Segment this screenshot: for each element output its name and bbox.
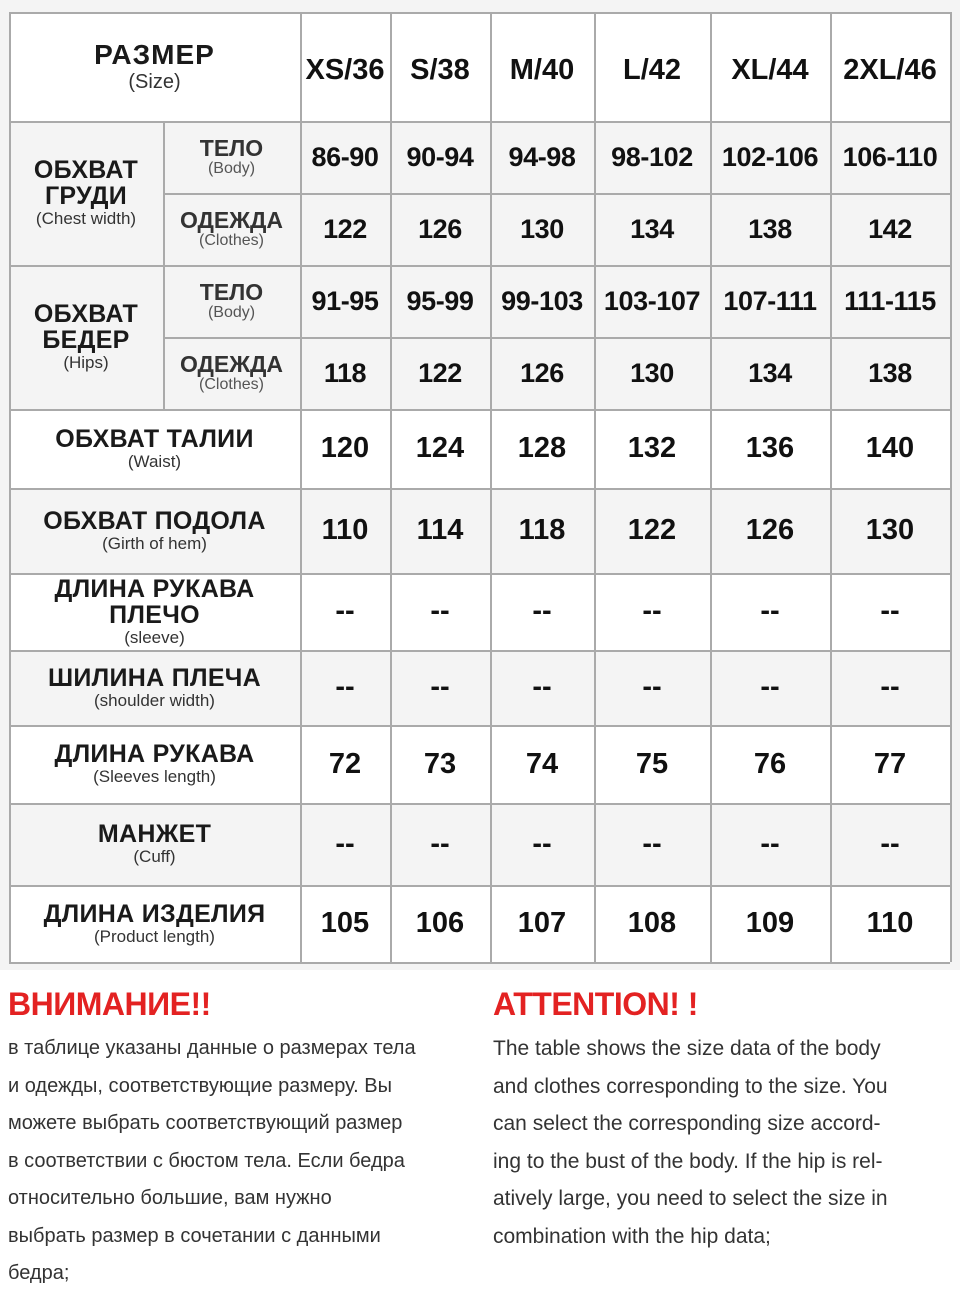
cell-value: 72 [328,747,362,780]
cell-value: 91-95 [311,285,379,316]
cell-value: 75 [635,747,669,780]
cell-value: 122 [418,357,462,388]
table-cell [594,573,710,650]
cell-value: -- [430,595,450,627]
table-cell [390,337,490,409]
group-sub-label: (Hips) [63,353,109,372]
size-column-label: L/42 [622,54,682,86]
grid-line [950,12,952,962]
cell-value: 124 [415,432,465,464]
cell-value: 142 [868,213,912,244]
row-label-cell [9,409,300,488]
table-cell [390,803,490,885]
cell-value: 120 [320,432,370,464]
cell-value: 108 [627,907,677,939]
cell-value: 105 [320,907,370,939]
table-cell [594,803,710,885]
table-cell [390,265,490,337]
notice-ru-line: в таблице указаны данные о размерах тела [8,1037,416,1059]
cell-value: 110 [321,514,369,546]
cell-value: 138 [748,213,792,244]
row-label-cell [9,650,300,725]
grid-line [594,12,596,962]
cell-value: 107 [517,907,567,939]
cell-value: 94-98 [508,141,576,172]
size-column-header [710,12,830,121]
row-label: ОБХВАТ ПОДОЛА [43,506,266,535]
grid-line [9,803,950,805]
grid-line [9,12,11,962]
size-column-label: XS/36 [305,54,385,86]
cell-value: 111-115 [844,285,936,316]
sub-row-label: ТЕЛО [199,279,264,305]
cell-value: 130 [865,514,915,546]
cell-value: -- [880,595,900,627]
sub-row-label-cell [163,337,300,409]
table-cell [390,573,490,650]
row-label: ШИЛИНА ПЛЕЧА [47,663,262,692]
sub-row-sub-label: (Body) [207,304,256,321]
grid-line [9,885,950,887]
cell-value: 95-99 [406,285,474,316]
notice-en-line: The table shows the size data of the body [493,1037,881,1060]
table-cell [594,337,710,409]
notice-ru-line: относительно большие, вам нужно [8,1187,332,1209]
notice-en-line: atively large, you need to select the size in [493,1187,888,1210]
grid-line [9,488,950,490]
table-cell [490,725,594,803]
cell-value: 106-110 [842,141,938,172]
row-label-cell [9,488,300,573]
table-cell [300,409,390,488]
table-cell [830,725,950,803]
grid-line [9,409,950,411]
cell-value: 130 [520,213,564,244]
cell-value: 90-94 [406,141,474,172]
cell-value: -- [642,827,662,860]
row-sub-label: (Girth of hem) [102,533,207,553]
table-cell [300,573,390,650]
table-cell [710,265,830,337]
table-cell [300,121,390,193]
row-label: ОБХВАТ ТАЛИИ [55,424,254,453]
table-cell [594,488,710,573]
table-cell [490,265,594,337]
size-column-header [300,12,390,121]
size-header-cell [9,12,300,121]
table-cell [710,193,830,265]
sub-row-sub-label: (Body) [207,160,256,177]
grid-line [710,12,712,962]
group-label: ОБХВАТ ГРУДИ [33,156,139,210]
sub-row-label-cell [163,193,300,265]
size-column-header [490,12,594,121]
row-sub-label: (Cuff) [133,847,176,866]
table-cell [710,650,830,725]
cell-value: 86-90 [311,141,379,172]
row-label-cell [9,573,300,650]
row-sub-label: (Product length) [94,926,215,946]
cell-value: 102-106 [721,141,819,172]
table-cell [490,193,594,265]
sub-row-label-cell [163,121,300,193]
table-cell [830,409,950,488]
cell-value: 126 [520,357,564,388]
table-cell [710,337,830,409]
notice-ru-line: бедра; [8,1262,70,1284]
table-cell [490,885,594,962]
group-label-cell [9,265,163,409]
grid-line [300,12,302,962]
grid-line [9,265,950,267]
notice-ru-line: и одежды, соответствующие размеру. Вы [8,1074,392,1097]
notice-ru [8,984,478,1293]
table-cell [830,121,950,193]
notice-section [0,970,960,1284]
cell-value: -- [760,827,780,860]
cell-value: 110 [866,907,914,939]
table-cell [710,488,830,573]
row-label: ДЛИНА ИЗДЕЛИЯ [43,899,266,928]
group-label-cell [9,121,163,265]
sub-row-label-cell [163,265,300,337]
cell-value: 122 [627,514,677,546]
cell-value: -- [532,671,552,703]
sub-row-label: ТЕЛО [199,135,264,161]
table-cell [390,409,490,488]
table-cell [300,265,390,337]
size-header-sub: (Size) [128,70,181,93]
table-cell [594,265,710,337]
cell-value: 126 [418,213,462,244]
table-cell [300,725,390,803]
table-cell [710,121,830,193]
table-cell [594,650,710,725]
size-column-label: S/38 [410,54,470,86]
table-cell [390,193,490,265]
table-cell [830,650,950,725]
table-cell [710,573,830,650]
cell-value: 128 [517,432,567,464]
cell-value: -- [642,671,662,703]
cell-value: -- [760,671,780,703]
table-cell [594,725,710,803]
grid-line [9,725,950,727]
cell-value: 76 [753,747,787,780]
table-cell [830,573,950,650]
cell-value: 132 [627,432,677,464]
grid-line [9,12,950,14]
row-sub-label: (Sleeves length) [93,767,216,786]
row-label: ДЛИНА РУКАВА ПЛЕЧО [54,574,255,629]
cell-value: -- [880,827,900,860]
cell-value: -- [532,827,552,860]
row-label: ДЛИНА РУКАВА [54,740,255,768]
grid-line [9,121,950,123]
row-label: МАНЖЕТ [97,820,212,848]
table-cell [830,265,950,337]
table-cell [710,803,830,885]
table-cell [390,725,490,803]
cell-value: -- [642,595,662,627]
cell-value: 99-103 [501,285,583,316]
cell-value: 118 [323,357,367,388]
table-cell [710,885,830,962]
notice-en-line: combination with the hip data; [493,1224,771,1248]
cell-value: 138 [868,357,912,388]
cell-value: -- [430,827,450,860]
cell-value: 74 [525,747,559,780]
table-cell [490,573,594,650]
table-cell [710,409,830,488]
cell-value: 122 [323,213,367,244]
size-column-header [390,12,490,121]
cell-value: 130 [630,357,674,388]
grid-line [830,12,832,962]
table-cell [830,193,950,265]
cell-value: -- [880,671,900,703]
sub-row-label: ОДЕЖДА [179,351,284,377]
cell-value: 77 [873,747,907,780]
size-column-label: 2XL/46 [843,54,937,86]
size-column-header [594,12,710,121]
cell-value: 114 [416,514,464,546]
table-cell [830,885,950,962]
table-cell [300,650,390,725]
table-cell [490,121,594,193]
cell-value: 107-111 [723,285,817,316]
notice-en-line: ing to the bust of the body. If the hip is rel- [493,1149,883,1173]
grid-line [9,962,950,964]
row-sub-label: (sleeve) [124,627,185,647]
notice-ru-line: можете выбрать соответствующий размер [8,1112,403,1134]
grid-line [490,12,492,962]
cell-value: 126 [745,514,795,546]
notice-ru-title: ВНИМАНИЕ!! [8,986,211,1022]
group-sub-label: (Chest width) [35,209,137,228]
notice-ru-line: в соответствии с бюстом тела. Если бедра [8,1149,405,1172]
size-column-label: XL/44 [731,54,809,86]
table-cell [490,488,594,573]
table-cell [300,885,390,962]
table-cell [390,121,490,193]
sub-row-sub-label: (Clothes) [199,232,264,249]
cell-value: 109 [745,907,795,939]
grid-line [9,573,950,575]
row-sub-label: (shoulder width) [94,690,215,710]
notice-en-line: can select the corresponding size accord- [493,1112,881,1135]
sub-row-label: ОДЕЖДА [179,207,284,233]
table-cell [710,725,830,803]
notice-ru-text [8,1030,478,1293]
cell-value: 134 [748,357,792,388]
size-header-title: РАЗМЕР [94,38,215,70]
size-column-label: M/40 [509,54,575,86]
group-label: ОБХВАТ БЕДЕР [33,300,139,354]
cell-value: 136 [745,432,795,464]
table-cell [594,885,710,962]
table-cell [830,337,950,409]
sub-row-sub-label: (Clothes) [199,376,264,393]
notice-en-line: and clothes corresponding to the size. You [493,1074,888,1098]
table-cell [300,803,390,885]
table-cell [300,337,390,409]
cell-value: 140 [865,432,915,464]
table-cell [300,488,390,573]
cell-value: -- [335,671,355,703]
row-label-cell [9,725,300,803]
table-cell [594,409,710,488]
cell-value: 134 [630,213,674,244]
notice-en [493,984,955,1255]
table-cell [300,193,390,265]
cell-value: 98-102 [611,141,693,172]
cell-value: 106 [415,907,465,939]
row-sub-label: (Waist) [127,451,182,471]
cell-value: -- [335,595,355,627]
table-cell [490,650,594,725]
table-cell [594,121,710,193]
table-cell [490,409,594,488]
table-cell [390,650,490,725]
notice-en-title: ATTENTION! ! [493,986,698,1022]
notice-en-text [493,1030,955,1255]
table-cell [830,803,950,885]
row-label-cell [9,803,300,885]
table-cell [490,803,594,885]
notice-ru-line: выбрать размер в сочетании с данными [8,1224,381,1247]
table-cell [830,488,950,573]
cell-value: 73 [423,747,457,780]
size-column-header [830,12,950,121]
grid-line [163,121,165,409]
cell-value: 118 [518,514,566,546]
row-label-cell [9,885,300,962]
cell-value: -- [760,595,780,627]
cell-value: -- [430,671,450,703]
table-cell [390,885,490,962]
grid-line [9,650,950,652]
cell-value: 103-107 [603,285,701,316]
grid-line [390,12,392,962]
cell-value: -- [532,595,552,627]
cell-value: -- [335,827,355,860]
table-cell [390,488,490,573]
table-cell [490,337,594,409]
table-cell [594,193,710,265]
